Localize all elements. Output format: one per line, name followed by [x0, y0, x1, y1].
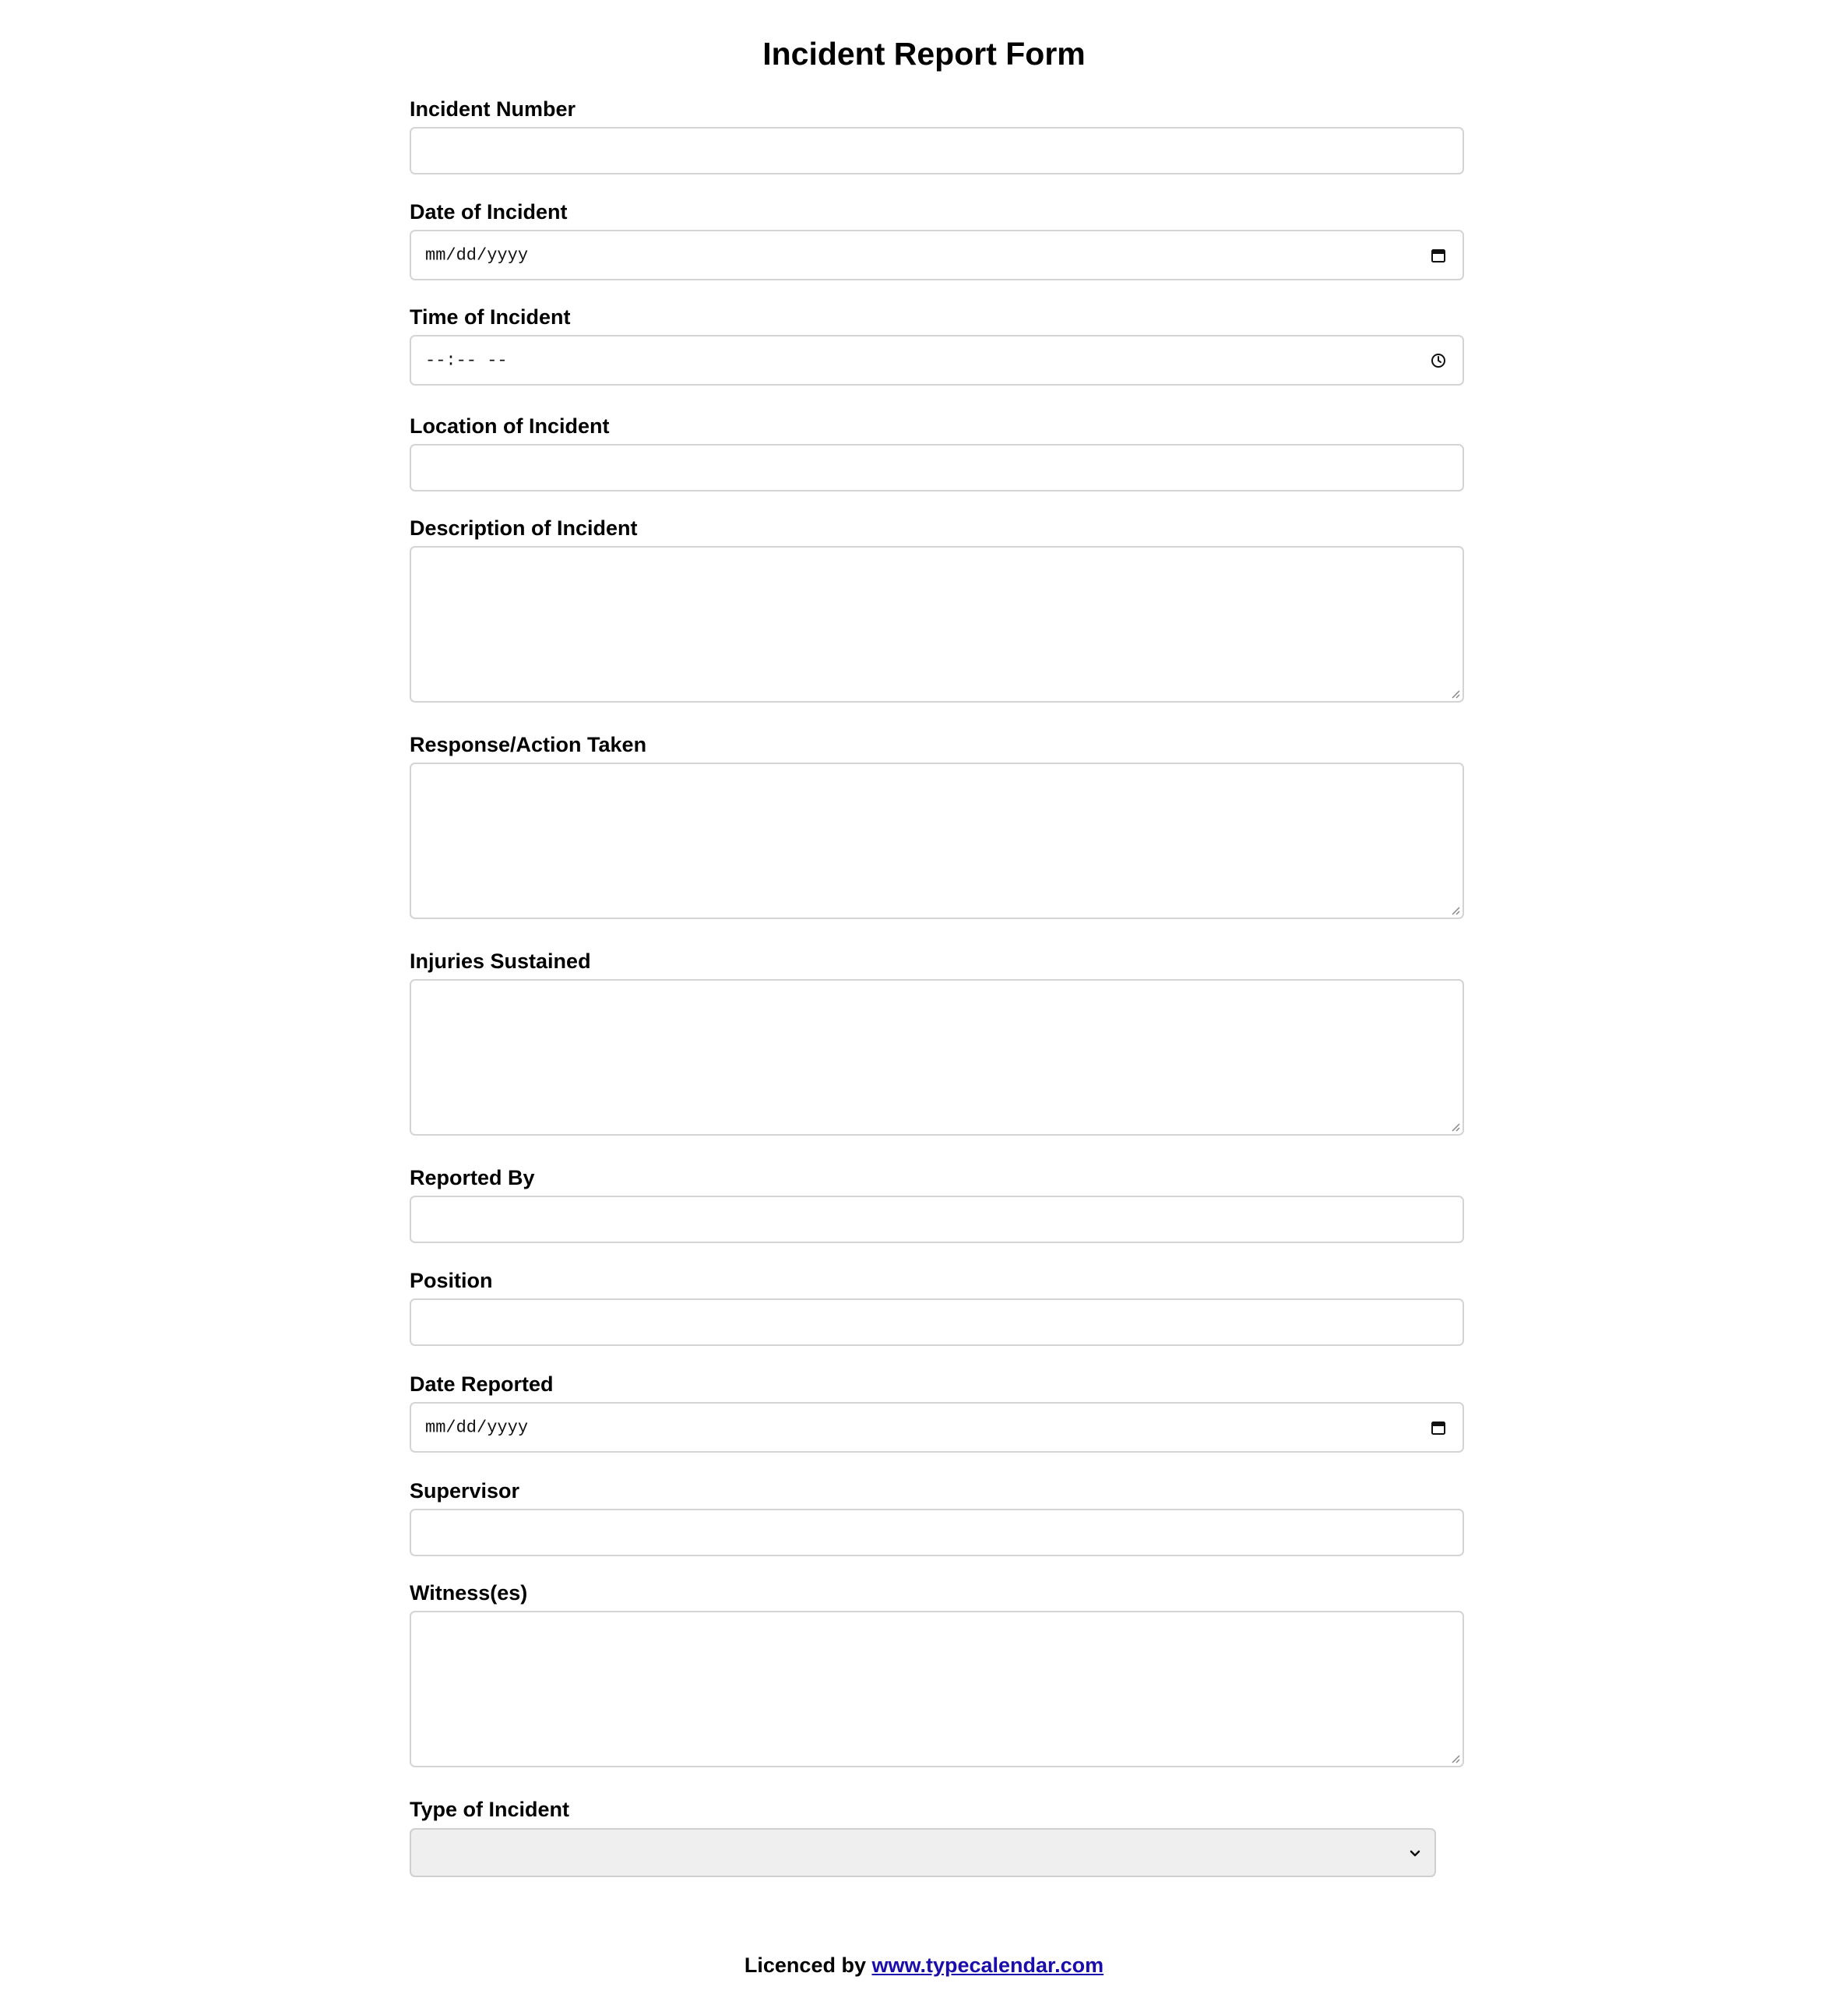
- location-of-incident-label: Location of Incident: [410, 414, 610, 438]
- witnesses-textarea[interactable]: [410, 1611, 1464, 1767]
- chevron-down-icon[interactable]: [1406, 1844, 1424, 1862]
- time-of-incident-label: Time of Incident: [410, 305, 571, 329]
- calendar-icon[interactable]: [1430, 1419, 1447, 1436]
- injuries-sustained-textarea[interactable]: [410, 979, 1464, 1136]
- time-of-incident-input[interactable]: [410, 335, 1464, 386]
- reported-by-input[interactable]: [410, 1196, 1464, 1243]
- time-of-incident-placeholder: --:-- --: [425, 351, 508, 370]
- clock-icon[interactable]: [1430, 352, 1447, 369]
- supervisor-input[interactable]: [410, 1509, 1464, 1556]
- resize-handle-icon[interactable]: [1449, 1753, 1460, 1763]
- description-of-incident-textarea[interactable]: [410, 546, 1464, 703]
- type-of-incident-select[interactable]: [410, 1828, 1436, 1877]
- date-of-incident-placeholder: mm/dd/yyyy: [425, 245, 529, 265]
- date-reported-label: Date Reported: [410, 1372, 554, 1396]
- page-title: Incident Report Form: [762, 36, 1086, 72]
- type-of-incident-label: Type of Incident: [410, 1798, 570, 1821]
- resize-handle-icon[interactable]: [1449, 688, 1460, 699]
- injuries-sustained-label: Injuries Sustained: [410, 949, 591, 973]
- date-reported-placeholder: mm/dd/yyyy: [425, 1418, 529, 1437]
- footer: [0, 1952, 1848, 1978]
- date-of-incident-input[interactable]: [410, 230, 1464, 280]
- description-of-incident-label: Description of Incident: [410, 516, 638, 540]
- date-reported-input[interactable]: [410, 1402, 1464, 1453]
- reported-by-label: Reported By: [410, 1166, 535, 1189]
- incident-number-label: Incident Number: [410, 97, 576, 121]
- response-action-taken-textarea[interactable]: [410, 763, 1464, 919]
- resize-handle-icon[interactable]: [1449, 904, 1460, 915]
- supervisor-label: Supervisor: [410, 1479, 520, 1503]
- incident-number-input[interactable]: [410, 127, 1464, 174]
- calendar-icon[interactable]: [1430, 247, 1447, 264]
- footer-license-link[interactable]: www.typecalendar.com: [871, 1953, 1104, 1977]
- location-of-incident-input[interactable]: [410, 444, 1464, 491]
- response-action-taken-label: Response/Action Taken: [410, 733, 647, 756]
- date-of-incident-label: Date of Incident: [410, 200, 568, 224]
- witnesses-label: Witness(es): [410, 1581, 528, 1605]
- position-input[interactable]: [410, 1298, 1464, 1346]
- position-label: Position: [410, 1269, 493, 1292]
- resize-handle-icon[interactable]: [1449, 1121, 1460, 1132]
- footer-license-text: Licenced by: [744, 1953, 866, 1977]
